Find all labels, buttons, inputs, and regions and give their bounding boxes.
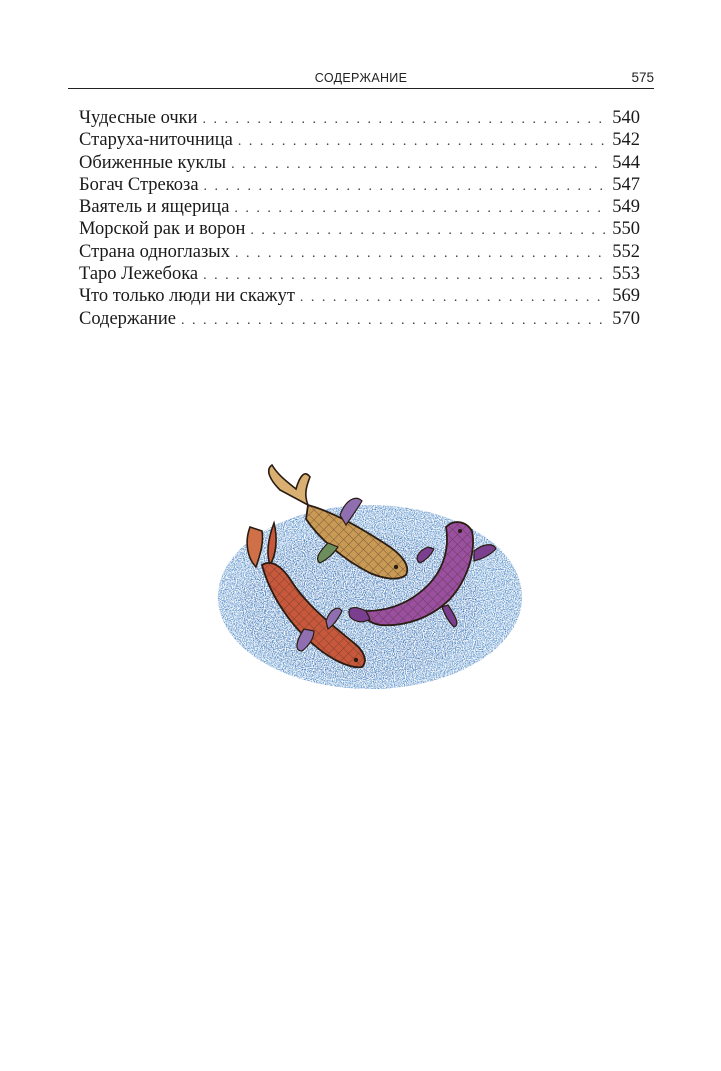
toc-entry-title: Старуха-ниточница — [79, 130, 233, 151]
toc-dot-leader — [234, 198, 606, 220]
table-of-contents — [79, 107, 640, 330]
toc-entry-title: Богач Стрекоза — [79, 174, 199, 195]
toc-dot-leader — [238, 131, 606, 153]
toc-entry-page: 553 — [612, 264, 640, 285]
toc-dot-leader — [181, 310, 606, 332]
running-head — [68, 68, 654, 89]
toc-entry — [79, 218, 640, 240]
toc-entry-page: 550 — [612, 219, 640, 240]
toc-entry — [79, 308, 640, 330]
toc-entry-title: Что только люди ни скажут — [79, 286, 295, 307]
toc-entry-page: 540 — [612, 108, 640, 128]
toc-dot-leader — [300, 287, 606, 309]
toc-entry — [79, 107, 640, 129]
toc-entry-page: 547 — [612, 174, 640, 195]
toc-entry-title: Таро Лежебока — [79, 264, 199, 285]
toc-entry-title: Содержание — [79, 308, 176, 329]
toc-entry-page: 549 — [612, 197, 640, 218]
toc-entry — [79, 152, 640, 174]
toc-dot-leader — [204, 176, 607, 198]
toc-entry-page: 544 — [612, 152, 640, 173]
toc-dot-leader — [231, 154, 606, 176]
running-title: СОДЕРЖАНИЕ — [314, 71, 408, 85]
toc-entry-page: 570 — [612, 308, 640, 329]
toc-entry-title: Обиженные куклы — [79, 152, 227, 173]
toc-entry — [79, 241, 640, 263]
toc-entry-page: 542 — [612, 130, 640, 151]
toc-entry-page: 569 — [612, 286, 640, 307]
toc-entry-page: 552 — [612, 241, 640, 262]
water-wash — [218, 505, 522, 689]
toc-entry-title: Ваятель и ящерица — [79, 197, 230, 218]
toc-dot-leader — [203, 109, 607, 131]
toc-dot-leader — [235, 243, 606, 265]
toc-dot-leader — [250, 220, 606, 242]
toc-entry-title: Чудесные очки — [79, 108, 198, 128]
toc-entry — [79, 263, 640, 285]
toc-entry — [79, 129, 640, 151]
toc-entry — [79, 174, 640, 196]
toc-entry — [79, 196, 640, 218]
toc-dot-leader — [203, 265, 606, 287]
koi-fish-illustration — [210, 455, 530, 715]
toc-entry-title: Морской рак и ворон — [79, 219, 246, 240]
toc-entry — [79, 285, 640, 307]
toc-entry-title: Страна одноглазых — [79, 241, 230, 262]
page-number: 575 — [631, 70, 654, 85]
